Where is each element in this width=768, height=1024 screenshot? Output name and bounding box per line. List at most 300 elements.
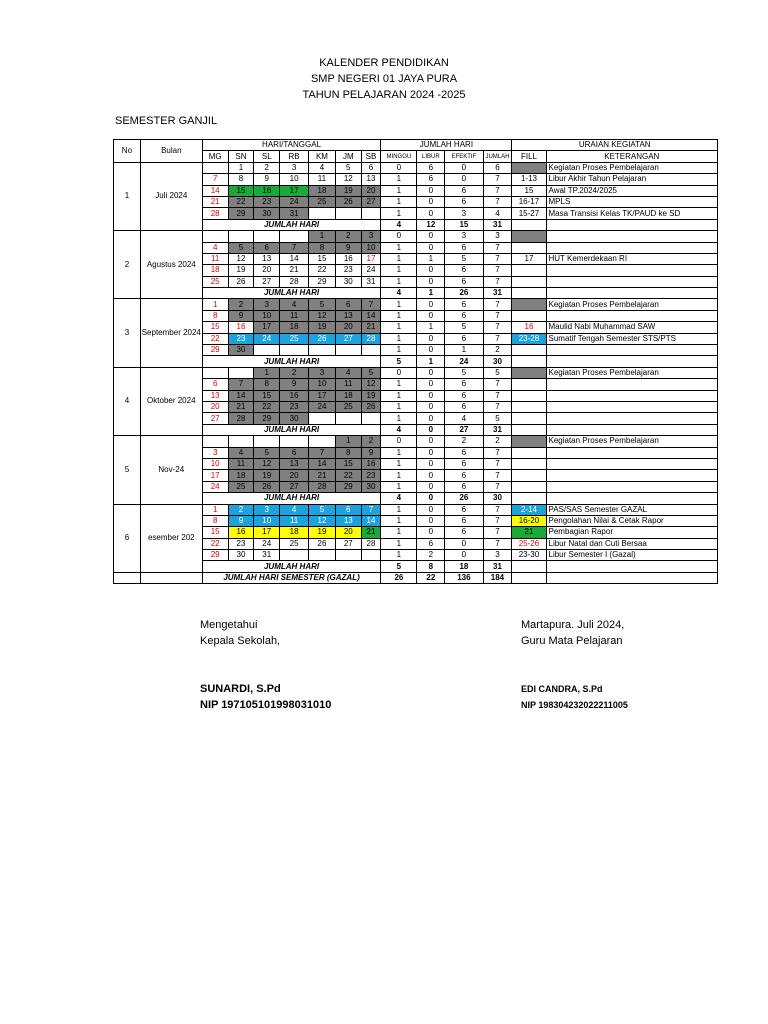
fill-cell — [512, 390, 546, 401]
day-cell: 17 — [280, 185, 309, 196]
count-cell: 6 — [445, 504, 483, 515]
calendar-week-row — [114, 265, 718, 276]
day-cell: 26 — [361, 401, 381, 412]
fill-cell: 25-26 — [512, 538, 546, 549]
day-cell: 14 — [361, 310, 381, 321]
day-cell: 9 — [228, 515, 254, 526]
month-total-value: 30 — [483, 356, 512, 367]
col-jumlah-hari-header: JUMLAH HARI — [381, 140, 512, 151]
day-cell: 27 — [335, 333, 361, 344]
day-cell — [280, 345, 309, 356]
count-cell: 0 — [417, 447, 445, 458]
day-cell: 14 — [361, 515, 381, 526]
count-cell: 7 — [483, 379, 512, 390]
calendar-week-row — [114, 504, 718, 515]
fill-cell — [512, 413, 546, 424]
month-total-value: 30 — [483, 493, 512, 504]
month-name: Agustus 2024 — [140, 231, 202, 299]
count-cell: 7 — [483, 185, 512, 196]
day-cell: 4 — [309, 162, 336, 173]
month-name: esember 202 — [140, 504, 202, 572]
day-cell: 22 — [335, 470, 361, 481]
day-cell: 10 — [254, 515, 280, 526]
day-cell: 28 — [202, 208, 228, 219]
fill-cell: 21 — [512, 527, 546, 538]
count-cell: 7 — [483, 401, 512, 412]
count-cell: 7 — [483, 390, 512, 401]
count-cell: 1 — [381, 310, 417, 321]
count-cell: 0 — [445, 550, 483, 561]
day-cell — [202, 367, 228, 378]
fill-cell — [512, 219, 546, 230]
day-cell: 21 — [309, 470, 336, 481]
day-cell: 30 — [280, 413, 309, 424]
day-cell: 14 — [228, 390, 254, 401]
fill-cell: 16 — [512, 322, 546, 333]
keterangan-cell — [546, 572, 718, 583]
day-cell: 2 — [228, 299, 254, 310]
day-cell: 5 — [254, 447, 280, 458]
day-cell: 8 — [202, 310, 228, 321]
keterangan-cell: PAS/SAS Semester GAZAL — [546, 504, 718, 515]
fill-cell — [512, 162, 546, 173]
col-no-header: No — [114, 140, 141, 163]
day-cell: 16 — [228, 322, 254, 333]
semester-total-label: JUMLAH HARI SEMESTER (GAZAL) — [202, 572, 381, 583]
day-cell: 24 — [309, 401, 336, 412]
day-cell: 19 — [361, 390, 381, 401]
calendar-week-row — [114, 322, 718, 333]
day-header: SN — [228, 151, 254, 162]
count-cell: 0 — [417, 185, 445, 196]
day-cell: 3 — [309, 367, 336, 378]
count-cell: 6 — [445, 276, 483, 287]
fill-cell — [512, 299, 546, 310]
day-header: SL — [254, 151, 280, 162]
day-cell: 15 — [335, 458, 361, 469]
day-cell — [309, 208, 336, 219]
day-cell: 12 — [254, 458, 280, 469]
day-cell — [280, 550, 309, 561]
day-cell: 24 — [202, 481, 228, 492]
fill-cell — [512, 265, 546, 276]
count-cell: 1 — [381, 447, 417, 458]
month-total-label: JUMLAH HARI — [202, 356, 381, 367]
fill-cell: 1-13 — [512, 174, 546, 185]
keterangan-cell — [546, 265, 718, 276]
day-cell: 25 — [202, 276, 228, 287]
day-cell: 30 — [228, 345, 254, 356]
col-bulan-header: Bulan — [140, 140, 202, 163]
day-cell: 21 — [280, 265, 309, 276]
count-cell: 1 — [381, 527, 417, 538]
count-cell: 1 — [381, 390, 417, 401]
month-total-value: 4 — [381, 493, 417, 504]
day-cell — [361, 550, 381, 561]
count-cell: 0 — [381, 231, 417, 242]
count-cell: 7 — [483, 515, 512, 526]
count-cell: 6 — [417, 538, 445, 549]
count-cell: 6 — [445, 515, 483, 526]
calendar-week-row — [114, 458, 718, 469]
day-cell: 2 — [361, 436, 381, 447]
month-total-value: 31 — [483, 561, 512, 572]
day-cell: 25 — [280, 333, 309, 344]
month-total-value: 1 — [417, 288, 445, 299]
month-total-value: 4 — [381, 424, 417, 435]
keterangan-cell: Kegiatan Proses Pembelajaran — [546, 299, 718, 310]
count-cell: 5 — [445, 367, 483, 378]
semester-total-value: 22 — [417, 572, 445, 583]
day-cell: 23 — [335, 265, 361, 276]
day-cell: 27 — [202, 413, 228, 424]
day-cell: 17 — [254, 527, 280, 538]
month-total-value: 15 — [445, 219, 483, 230]
month-number: 6 — [114, 504, 141, 572]
day-cell — [254, 231, 280, 242]
day-cell: 17 — [361, 253, 381, 264]
day-cell: 3 — [202, 447, 228, 458]
keterangan-cell: Libur Semester I (Gazal) — [546, 550, 718, 561]
day-cell: 22 — [309, 265, 336, 276]
day-cell: 28 — [309, 481, 336, 492]
day-cell: 20 — [254, 265, 280, 276]
footer-right-signature — [521, 681, 628, 713]
month-total-value: 8 — [417, 561, 445, 572]
count-cell: 6 — [445, 527, 483, 538]
day-cell: 15 — [228, 185, 254, 196]
fill-cell — [512, 458, 546, 469]
keterangan-cell — [546, 276, 718, 287]
count-cell: 1 — [381, 470, 417, 481]
day-cell: 29 — [309, 276, 336, 287]
month-total-label: JUMLAH HARI — [202, 424, 381, 435]
month-name: Nov-24 — [140, 436, 202, 504]
day-cell — [228, 436, 254, 447]
count-cell: 1 — [381, 401, 417, 412]
day-cell — [361, 413, 381, 424]
count-cell: 0 — [417, 504, 445, 515]
count-cell: 3 — [445, 208, 483, 219]
day-cell: 28 — [361, 333, 381, 344]
calendar-week-row — [114, 276, 718, 287]
day-cell: 11 — [228, 458, 254, 469]
count-cell: 2 — [445, 436, 483, 447]
count-cell: 6 — [445, 401, 483, 412]
count-cell: 1 — [417, 253, 445, 264]
day-cell: 12 — [361, 379, 381, 390]
calendar-week-row — [114, 413, 718, 424]
day-cell: 20 — [202, 401, 228, 412]
day-cell: 5 — [335, 162, 361, 173]
fill-cell — [512, 470, 546, 481]
footer-right-block — [521, 617, 624, 649]
empty-cell — [114, 572, 141, 583]
calendar-week-row — [114, 162, 718, 173]
count-cell: 0 — [417, 470, 445, 481]
count-cell: 6 — [445, 379, 483, 390]
month-total-value: 18 — [445, 561, 483, 572]
keterangan-cell — [546, 310, 718, 321]
day-cell: 10 — [361, 242, 381, 253]
fill-cell — [512, 424, 546, 435]
day-header: SB — [361, 151, 381, 162]
day-cell: 29 — [254, 413, 280, 424]
count-cell: 3 — [483, 550, 512, 561]
month-number: 4 — [114, 367, 141, 435]
col-hari-tanggal-header: HARI/TANGGAL — [202, 140, 381, 151]
month-total-value: 5 — [381, 356, 417, 367]
day-cell: 8 — [228, 174, 254, 185]
count-cell: 6 — [417, 174, 445, 185]
day-cell: 25 — [335, 401, 361, 412]
month-total-row — [114, 424, 718, 435]
calendar-week-row — [114, 527, 718, 538]
day-cell: 15 — [202, 527, 228, 538]
day-cell: 25 — [309, 196, 336, 207]
count-cell: 1 — [381, 345, 417, 356]
keterangan-cell — [546, 379, 718, 390]
keterangan-cell — [546, 561, 718, 572]
fill-cell: 23-28 — [512, 333, 546, 344]
count-cell: 1 — [381, 322, 417, 333]
day-cell: 9 — [335, 242, 361, 253]
count-cell: 0 — [417, 527, 445, 538]
day-cell: 5 — [309, 504, 336, 515]
day-cell: 6 — [202, 379, 228, 390]
day-cell: 26 — [228, 276, 254, 287]
day-cell: 27 — [335, 538, 361, 549]
fill-cell — [512, 561, 546, 572]
calendar-week-row — [114, 185, 718, 196]
day-cell: 29 — [228, 208, 254, 219]
day-cell: 4 — [202, 242, 228, 253]
keterangan-cell — [546, 288, 718, 299]
count-cell: 7 — [483, 481, 512, 492]
fill-cell: 15 — [512, 185, 546, 196]
day-cell: 28 — [228, 413, 254, 424]
day-cell — [228, 367, 254, 378]
count-cell: 7 — [483, 447, 512, 458]
month-total-row — [114, 219, 718, 230]
day-cell: 26 — [254, 481, 280, 492]
month-total-value: 0 — [417, 493, 445, 504]
day-cell: 6 — [280, 447, 309, 458]
day-cell: 13 — [335, 310, 361, 321]
day-cell: 14 — [202, 185, 228, 196]
day-cell: 23 — [228, 538, 254, 549]
day-cell: 3 — [280, 162, 309, 173]
count-cell: 0 — [417, 515, 445, 526]
keterangan-cell: Libur Akhir Tahun Pelajaran — [546, 174, 718, 185]
count-cell: 0 — [417, 231, 445, 242]
day-cell: 24 — [280, 196, 309, 207]
day-cell: 15 — [202, 322, 228, 333]
count-cell: 1 — [381, 379, 417, 390]
fill-cell — [512, 345, 546, 356]
empty-cell — [140, 572, 202, 583]
day-cell: 23 — [228, 333, 254, 344]
count-cell: 0 — [445, 174, 483, 185]
count-cell: 1 — [381, 550, 417, 561]
day-cell: 11 — [202, 253, 228, 264]
calendar-week-row — [114, 550, 718, 561]
calendar-week-row — [114, 242, 718, 253]
day-cell: 7 — [309, 447, 336, 458]
count-cell: 5 — [445, 322, 483, 333]
day-cell: 6 — [361, 162, 381, 173]
keterangan-cell: Pembagian Rapor — [546, 527, 718, 538]
day-cell: 6 — [335, 299, 361, 310]
calendar-week-row — [114, 481, 718, 492]
footer-place-date: Martapura. Juli 2024, — [521, 619, 625, 631]
day-cell: 4 — [280, 504, 309, 515]
keterangan-cell — [546, 356, 718, 367]
day-cell: 30 — [361, 481, 381, 492]
keterangan-cell: Awal TP.2024/2025 — [546, 185, 718, 196]
fill-cell — [512, 493, 546, 504]
count-header: MINGGU — [381, 151, 417, 162]
day-cell — [335, 208, 361, 219]
day-cell — [361, 208, 381, 219]
keterangan-cell: Masa Transisi Kelas TK/PAUD ke SD — [546, 208, 718, 219]
month-total-value: 1 — [417, 356, 445, 367]
count-cell: 0 — [417, 196, 445, 207]
footer-guru: Guru Mata Pelajaran — [521, 635, 623, 647]
count-cell: 7 — [483, 470, 512, 481]
day-header: JM — [335, 151, 361, 162]
keterangan-cell: Kegiatan Proses Pembelajaran — [546, 162, 718, 173]
day-header: MG — [202, 151, 228, 162]
day-cell: 23 — [361, 470, 381, 481]
day-cell: 29 — [335, 481, 361, 492]
fill-cell: 16-17 — [512, 196, 546, 207]
day-cell: 24 — [361, 265, 381, 276]
day-cell: 6 — [254, 242, 280, 253]
fill-cell — [512, 436, 546, 447]
calendar-week-row — [114, 299, 718, 310]
count-cell: 7 — [483, 458, 512, 469]
count-cell: 0 — [417, 299, 445, 310]
day-cell: 29 — [202, 550, 228, 561]
count-cell: 6 — [445, 196, 483, 207]
keterangan-cell — [546, 493, 718, 504]
count-cell: 1 — [381, 538, 417, 549]
day-cell: 16 — [228, 527, 254, 538]
count-cell: 0 — [417, 276, 445, 287]
count-cell: 1 — [381, 481, 417, 492]
count-cell: 0 — [445, 162, 483, 173]
doc-title-line3: TAHUN PELAJARAN 2024 -2025 — [302, 89, 466, 101]
day-cell: 1 — [202, 299, 228, 310]
day-cell: 3 — [361, 231, 381, 242]
day-cell: 11 — [309, 174, 336, 185]
month-total-row — [114, 288, 718, 299]
day-cell — [309, 345, 336, 356]
month-number: 5 — [114, 436, 141, 504]
semester-total-value: 136 — [445, 572, 483, 583]
calendar-week-row — [114, 208, 718, 219]
count-cell: 1 — [381, 333, 417, 344]
count-cell: 5 — [483, 367, 512, 378]
day-cell: 1 — [309, 231, 336, 242]
day-cell: 22 — [202, 538, 228, 549]
day-cell: 18 — [202, 265, 228, 276]
keterangan-cell: HUT Kemerdekaan RI — [546, 253, 718, 264]
day-cell: 19 — [309, 527, 336, 538]
day-cell: 16 — [254, 185, 280, 196]
day-cell — [309, 550, 336, 561]
count-cell: 6 — [445, 333, 483, 344]
count-cell: 2 — [483, 436, 512, 447]
day-cell — [335, 345, 361, 356]
day-cell: 18 — [280, 322, 309, 333]
day-cell: 4 — [228, 447, 254, 458]
day-cell: 27 — [254, 276, 280, 287]
keterangan-cell — [546, 219, 718, 230]
keterangan-cell: Libur Natal dan Cuti Bersaa — [546, 538, 718, 549]
keterangan-cell: Pengolahan Nilai & Cetak Rapor — [546, 515, 718, 526]
count-cell: 0 — [417, 265, 445, 276]
month-total-value: 4 — [381, 219, 417, 230]
day-cell: 2 — [228, 504, 254, 515]
day-cell: 23 — [280, 401, 309, 412]
month-total-value: 24 — [445, 356, 483, 367]
count-cell: 7 — [483, 527, 512, 538]
day-cell: 16 — [335, 253, 361, 264]
day-cell — [335, 550, 361, 561]
count-cell: 7 — [483, 504, 512, 515]
count-cell: 1 — [445, 345, 483, 356]
count-cell: 6 — [445, 458, 483, 469]
month-total-value: 27 — [445, 424, 483, 435]
day-cell: 13 — [361, 174, 381, 185]
day-cell: 9 — [228, 310, 254, 321]
day-cell: 1 — [335, 436, 361, 447]
count-cell: 7 — [483, 310, 512, 321]
day-cell: 11 — [335, 379, 361, 390]
day-cell: 26 — [309, 333, 336, 344]
day-cell: 8 — [309, 242, 336, 253]
calendar-week-row — [114, 231, 718, 242]
semester-total-value: 26 — [381, 572, 417, 583]
month-name: September 2024 — [140, 299, 202, 367]
day-cell: 3 — [254, 504, 280, 515]
fill-cell — [512, 447, 546, 458]
day-cell: 10 — [254, 310, 280, 321]
keterangan-cell — [546, 390, 718, 401]
day-cell: 4 — [280, 299, 309, 310]
count-cell: 7 — [483, 299, 512, 310]
count-cell: 6 — [445, 390, 483, 401]
day-cell — [309, 436, 336, 447]
day-cell — [361, 345, 381, 356]
calendar-week-row — [114, 390, 718, 401]
count-cell: 1 — [381, 458, 417, 469]
count-cell: 2 — [483, 345, 512, 356]
month-total-value: 5 — [381, 561, 417, 572]
day-cell: 3 — [254, 299, 280, 310]
footer-left-signature — [200, 681, 331, 713]
keterangan-cell — [546, 242, 718, 253]
count-cell: 6 — [445, 310, 483, 321]
month-name: Oktober 2024 — [140, 367, 202, 435]
day-cell: 19 — [228, 265, 254, 276]
calendar-table — [113, 139, 718, 584]
count-cell: 1 — [381, 253, 417, 264]
count-cell: 6 — [445, 242, 483, 253]
month-total-value: 26 — [445, 493, 483, 504]
